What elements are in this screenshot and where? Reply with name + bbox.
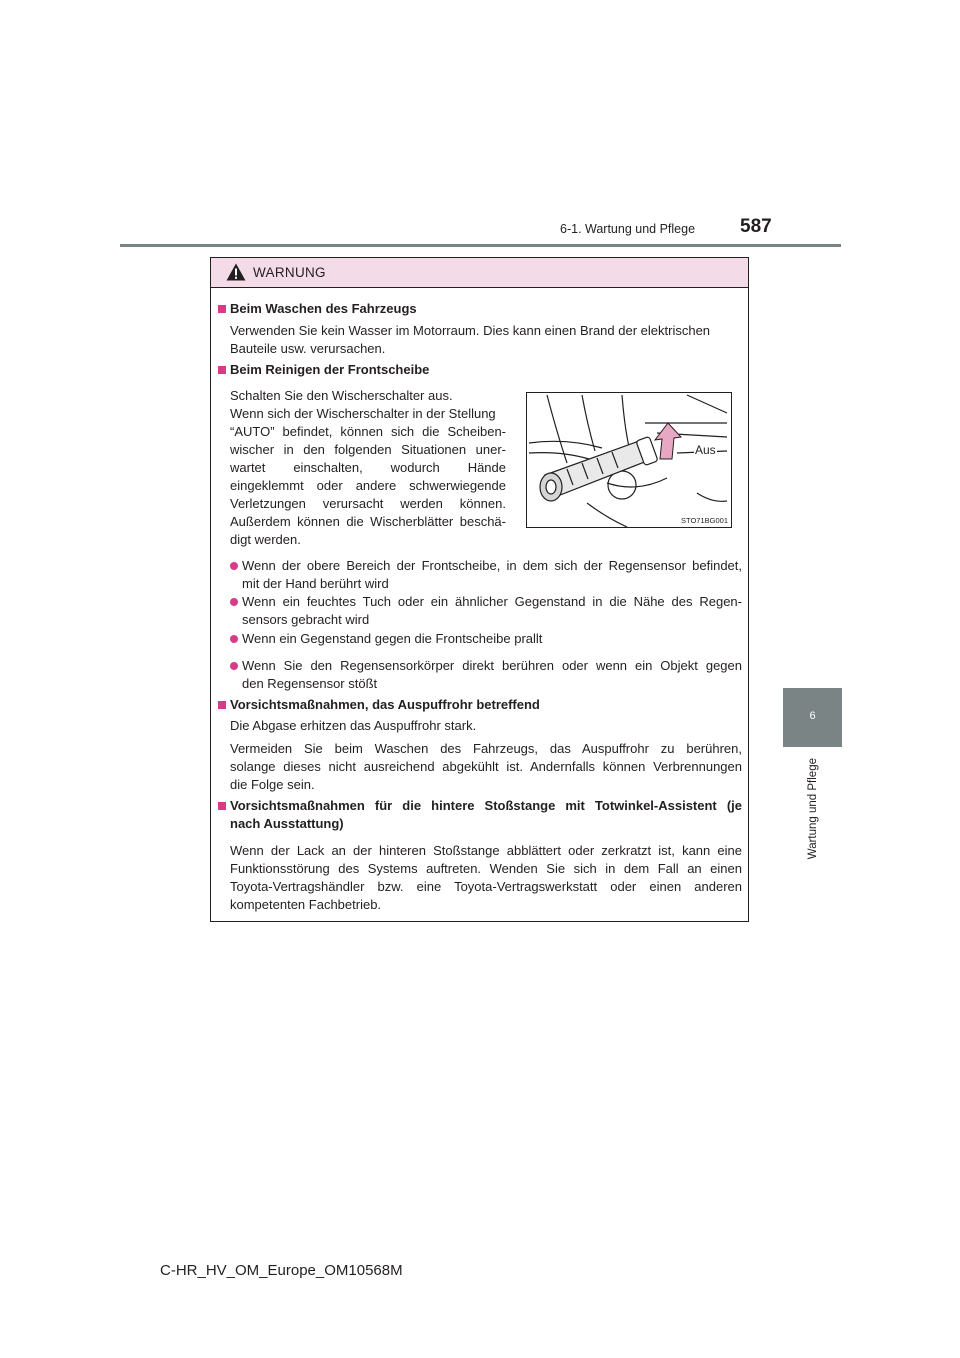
section-heading-exhaust: Vorsichtsmaßnahmen, das Auspuffrohr betreffend — [230, 697, 540, 712]
text-line: Wenn der Lack an der hinteren Stoßstange abblättert oder zerkratzt ist, kann eine — [230, 843, 742, 858]
text-line: Funktionsstörung des Systems auftreten. Wenden Sie sich in dem Fall an einen — [230, 861, 742, 876]
text-line: Verletzungen verursacht werden können. — [230, 496, 506, 511]
wiper-switch-illustration — [526, 392, 732, 528]
bullet-dot — [230, 562, 238, 570]
document-id: C-HR_HV_OM_Europe_OM10568M — [160, 1262, 403, 1279]
section-heading-bumper: Vorsichtsmaßnahmen für die hintere Stoßstange mit Totwinkel-Assistent (je — [230, 798, 742, 813]
bullet-dot — [230, 635, 238, 643]
text-line: kompetenten Fachbetrieb. — [230, 897, 382, 912]
text-line: die Folge sein. — [230, 777, 315, 792]
figure-code: STO71BG001 — [681, 516, 728, 525]
text-line: Wenn sich der Wischerschalter in der Stellung — [230, 406, 496, 421]
chapter-label — [800, 758, 826, 870]
chapter-label-text: Wartung und Pflege — [807, 758, 819, 860]
bullet-text: mit der Hand berührt wird — [242, 576, 389, 591]
text-line: Die Abgase erhitzen das Auspuffrohr stark. — [230, 718, 477, 733]
bullet-dot — [230, 662, 238, 670]
chapter-tab — [783, 688, 842, 747]
header-divider — [120, 244, 841, 247]
text-line: wischer in den folgenden Situationen uner- — [230, 442, 506, 457]
warning-header — [211, 258, 748, 288]
text-line: Schalten Sie den Wischerschalter aus. — [230, 388, 453, 403]
section-marker — [218, 305, 226, 313]
text-line: wartet einschalten, wodurch Hände — [230, 460, 506, 475]
text-line: “AUTO” befindet, können sich die Scheiben- — [230, 424, 506, 439]
bullet-text: den Regensensor stößt — [242, 676, 378, 691]
warning-box — [210, 257, 749, 922]
section-heading-washing: Beim Waschen des Fahrzeugs — [230, 301, 417, 316]
text-line: Verwenden Sie kein Wasser im Motorraum. Dies kann einen Brand der elektrischen — [230, 323, 711, 338]
bullet-text: Wenn der obere Bereich der Frontscheibe, in dem sich der Regensensor befindet, — [242, 558, 742, 573]
section-heading-windshield: Beim Reinigen der Frontscheibe — [230, 362, 430, 377]
section-marker — [218, 802, 226, 810]
figure-label-off: Aus — [695, 443, 716, 457]
text-line: Vermeiden Sie beim Waschen des Fahrzeugs, das Auspuffrohr zu berühren, — [230, 741, 742, 756]
text-line: solange dieses nicht ausreichend abgekühlt ist. Andernfalls können Verbrennungen — [230, 759, 742, 774]
text-line: digt werden. — [230, 532, 301, 547]
bullet-dot — [230, 598, 238, 606]
page-number: 587 — [740, 216, 772, 237]
bullet-text: Wenn Sie den Regensensorkörper direkt berühren oder wenn ein Objekt gegen — [242, 658, 742, 673]
section-title: 6-1. Wartung und Pflege — [560, 222, 696, 236]
bullet-text: Wenn ein feuchtes Tuch oder ein ähnlicher Gegenstand in die Nähe des Regen- — [242, 594, 742, 609]
section-heading-bumper-cont: nach Ausstattung) — [230, 816, 344, 831]
text-line: eingeklemmt oder andere schwerwiegende — [230, 478, 506, 493]
chapter-number: 6 — [809, 710, 816, 722]
warning-title: WARNUNG — [253, 265, 326, 280]
text-line: Bauteile usw. verursachen. — [230, 341, 386, 356]
wiper-switch-drawing — [527, 393, 731, 527]
warning-triangle-icon — [226, 263, 246, 281]
text-line: Toyota-Vertragshändler bzw. eine Toyota-Vertragswerkstatt oder einen anderen — [230, 879, 742, 894]
bullet-text: Wenn ein Gegenstand gegen die Frontscheibe prallt — [242, 631, 543, 646]
section-marker — [218, 366, 226, 374]
bullet-text: sensors gebracht wird — [242, 612, 370, 627]
section-marker — [218, 701, 226, 709]
text-line: Außerdem können die Wischerblätter beschä- — [230, 514, 506, 529]
